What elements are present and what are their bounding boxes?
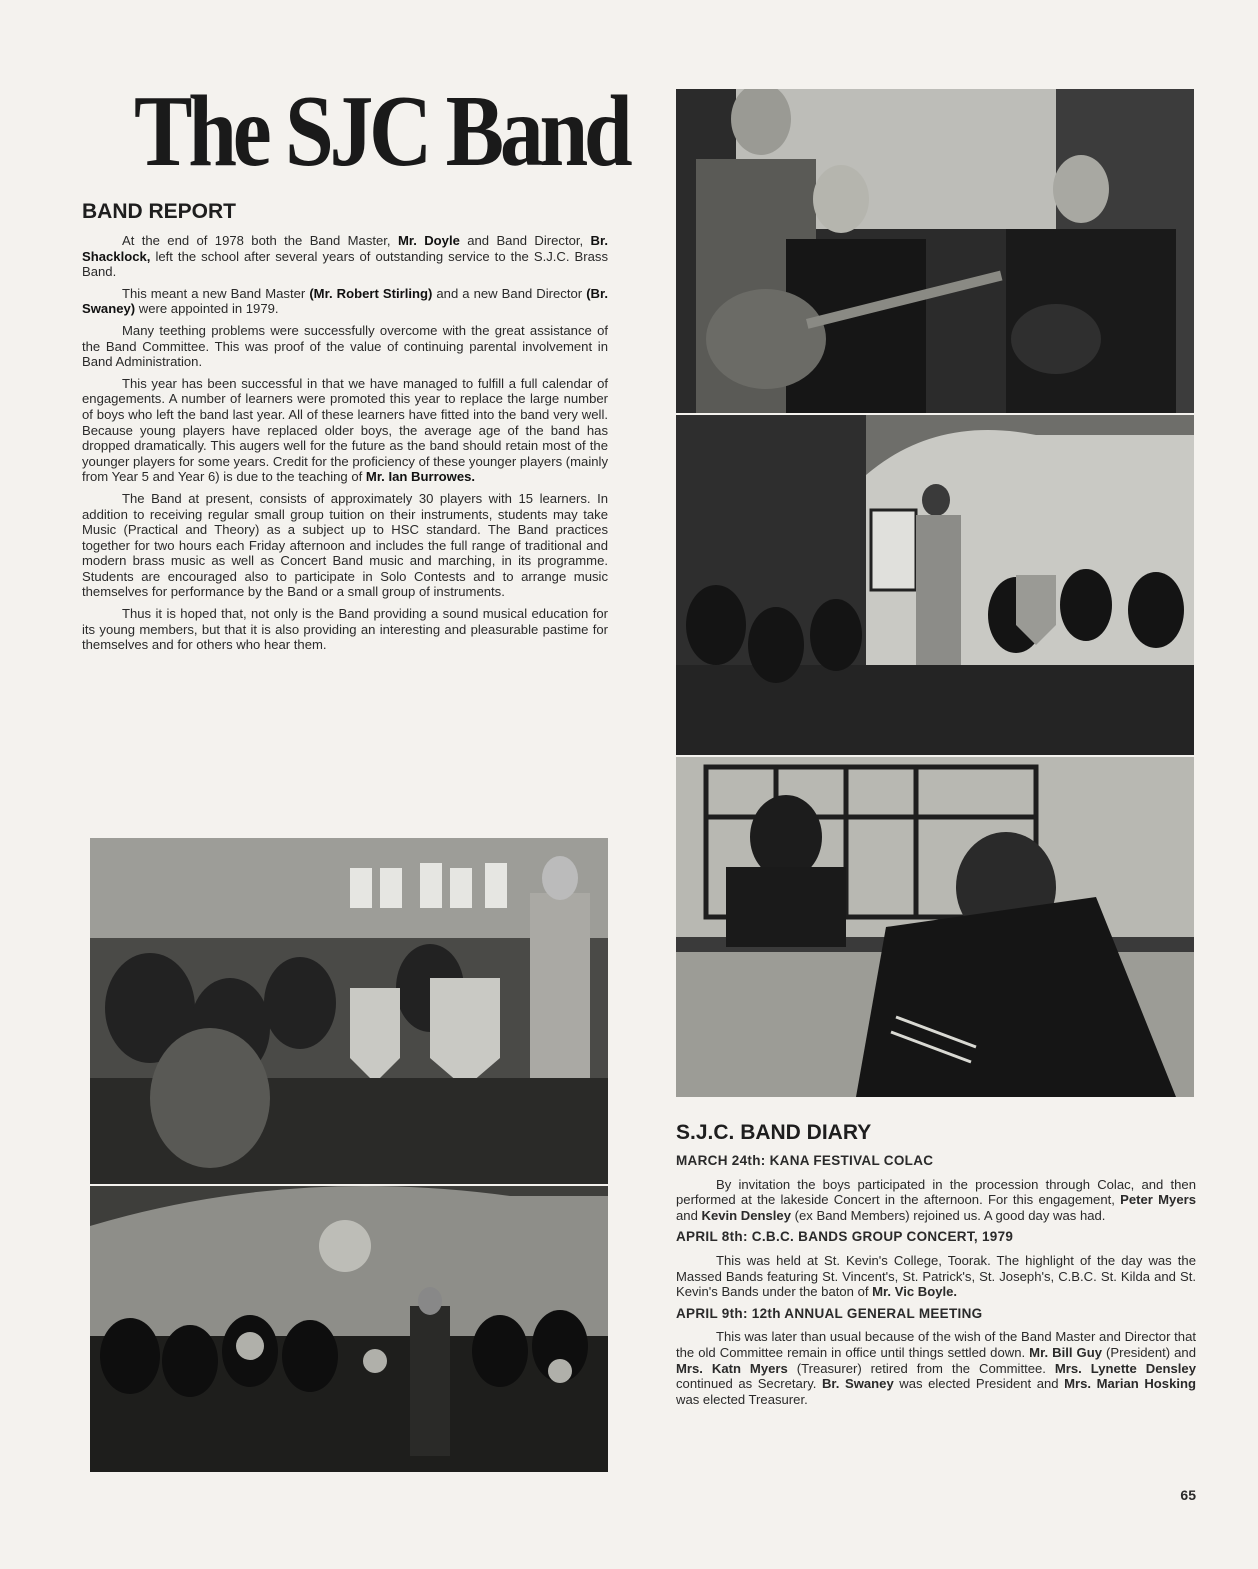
text-run: (ex Band Members) rejoined us. A good day was had.	[791, 1207, 1106, 1223]
diary-entry-text	[676, 1329, 1196, 1407]
text-run: At the end of 1978 both the Band Master,	[122, 233, 398, 248]
text-run: Thus it is hoped that, not only is the Band providing a sound musical education for its young members, but that it is also providing an interesting and pleasurable pastime for themselves and for others who hear them.	[82, 606, 608, 653]
photo-band-in-hall	[90, 838, 608, 1184]
report-paragraph	[82, 376, 608, 485]
band-diary	[676, 1151, 1196, 1413]
page-number: 65	[1180, 1487, 1196, 1503]
bold-name: (Br. Swaney)	[82, 285, 609, 317]
text-run: This was held at St. Kevin's College, Toorak. The highlight of the day was the Massed Bands featuring St. Vincent's, St. Patrick's, St. Joseph's, C.B.C. St. Kilda and St. Kevin's Bands under the baton of	[676, 1252, 1196, 1300]
text-run: (Treasurer) retired from the Committee.	[787, 1360, 1055, 1376]
report-paragraph	[82, 286, 608, 317]
text-run: was elected Treasurer.	[676, 1391, 808, 1407]
bold-name: Mr. Ian Burrowes.	[365, 469, 476, 485]
photo-band-concert	[90, 1186, 608, 1472]
bold-name: Mr. Doyle	[397, 233, 460, 248]
band-diary-heading: S.J.C. BAND DIARY	[676, 1121, 872, 1144]
bold-name: Mrs. Marian Hosking	[1064, 1376, 1196, 1392]
text-run: Many teething problems were successfully overcome with the great assistance of the Band Committee. This was proof of the value of continuing parental involvement in Band Administration.	[82, 322, 608, 370]
bold-name: Mr. Bill Guy	[1029, 1344, 1103, 1360]
report-paragraph	[82, 323, 608, 370]
bold-name: Peter Myers	[1120, 1192, 1196, 1208]
text-run: (President) and	[1102, 1344, 1196, 1360]
text-run: This meant a new Band Master	[122, 285, 310, 301]
diary-entry-heading: APRIL 8th: C.B.C. BANDS GROUP CONCERT, 1979	[676, 1229, 1014, 1245]
bold-name: Kevin Densley	[701, 1207, 791, 1223]
diary-entry-text	[676, 1177, 1196, 1224]
diary-entry-text	[676, 1253, 1196, 1300]
photo-band-on-stage	[676, 415, 1194, 755]
band-report-heading: BAND REPORT	[82, 200, 237, 223]
bold-name: Mrs. Lynette Densley	[1054, 1360, 1196, 1376]
text-run: This was later than usual because of the wish of the Band Master and Director that the old Committee remain in office until things settled down.	[676, 1329, 1196, 1360]
text-run: This year has been successful in that we have managed to fulfill a full calendar of engagements. A number of learners were promoted this year to replace the large number of boys who left the band last year. All of these learners have fitted into the band very well. Because young players have replaced older boys, the average age of the band has dropped dramatically. This augers well for the future as the band should retain most of the younger players for some years. Credit for the proficiency of these younger players (mainly from Year 5 and Year 6) is due to the teaching of	[82, 375, 608, 485]
bold-name: Mr. Vic Boyle.	[872, 1284, 958, 1300]
text-run: By invitation the boys participated in the procession through Colac, and then performed at the lakeside Concert in the afternoon. For this engagement,	[676, 1176, 1196, 1208]
report-paragraph	[82, 606, 608, 653]
report-paragraph	[82, 233, 608, 280]
text-run: and a new Band Director	[432, 285, 587, 301]
bold-name: (Mr. Robert Stirling)	[309, 285, 433, 301]
text-run: was elected President and	[893, 1376, 1065, 1392]
bold-name: Br. Shacklock,	[82, 233, 608, 264]
diary-entry-heading: APRIL 9th: 12th ANNUAL GENERAL MEETING	[676, 1305, 983, 1321]
photo-guitarists	[676, 89, 1194, 413]
bold-name: Mrs. Katn Myers	[676, 1360, 788, 1376]
text-run: and	[676, 1207, 702, 1223]
photo-percussion	[676, 757, 1194, 1097]
diary-entry-heading: MARCH 24th: KANA FESTIVAL COLAC	[676, 1153, 934, 1168]
page-title: The SJC Band	[134, 75, 629, 188]
text-run: continued as Secretary.	[676, 1376, 822, 1392]
bold-name: Br. Swaney	[821, 1376, 894, 1392]
text-run: and Band Director,	[459, 233, 591, 248]
text-run: left the school after several years of outstanding service to the S.J.C. Brass Band.	[82, 248, 608, 280]
text-run: were appointed in 1979.	[135, 301, 279, 317]
text-run: The Band at present, consists of approximately 30 players with 15 learners. In addition to receiving regular small group tuition on their instruments, students may take Music (Practical and Theory) as a subject up to HSC standard. The Band practices together for two hours each Friday afternoon and includes the full range of traditional and modern brass music as well as Concert Band music and marching, in its programme. Students are encouraged also to participate in Solo Contests and to arrange music themselves for performance by the Band or a small group of instruments.	[82, 490, 608, 600]
band-report-body	[82, 233, 608, 659]
report-paragraph	[82, 491, 608, 600]
